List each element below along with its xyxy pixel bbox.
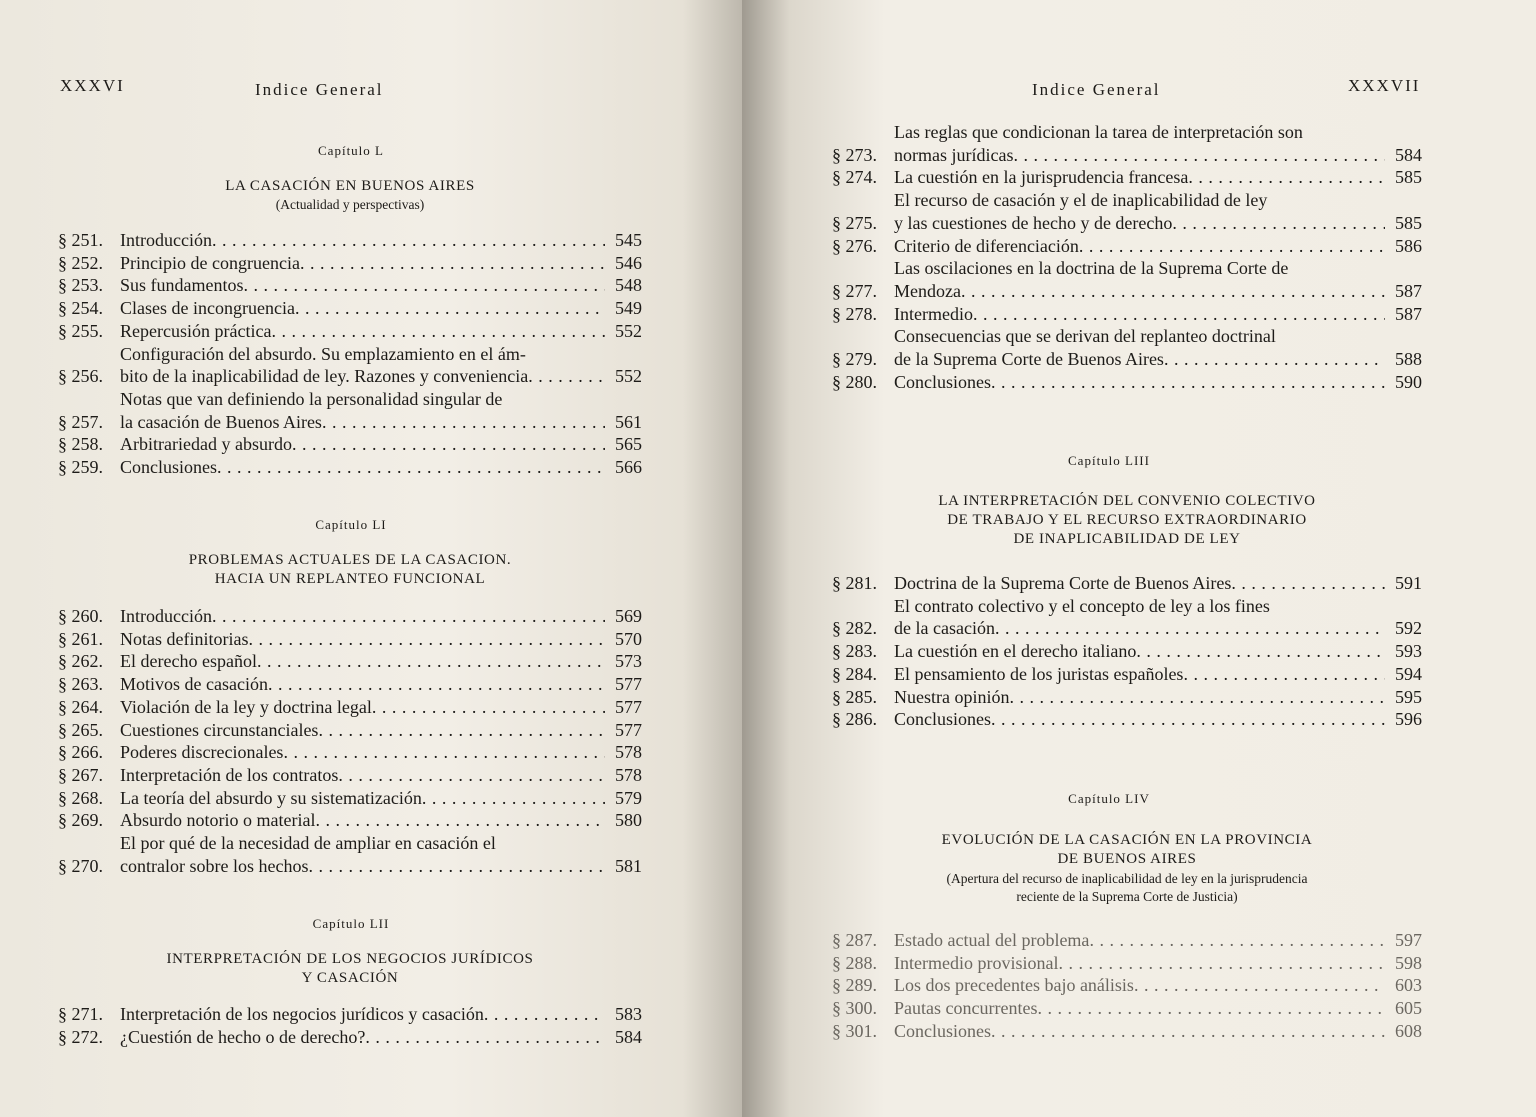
toc-entry bbox=[832, 303, 1422, 326]
page-ref: 545 bbox=[615, 230, 642, 250]
entry-title: Principio de congruencia . . . bbox=[120, 252, 605, 275]
toc-entry bbox=[832, 595, 1422, 640]
page-ref: 594 bbox=[1395, 663, 1422, 684]
toc-entry bbox=[58, 787, 642, 810]
section-number: § 259. bbox=[58, 457, 103, 478]
section-number: § 264. bbox=[58, 696, 103, 717]
entry-title: normas jurídicas . . . bbox=[894, 144, 1385, 167]
page-ref: 586 bbox=[1395, 235, 1422, 256]
section-number: § 300. bbox=[832, 998, 877, 1019]
toc-entry bbox=[832, 121, 1422, 166]
toc-entry bbox=[58, 433, 642, 456]
entry-title: Doctrina de la Suprema Corte de Buenos Aires . . . bbox=[894, 572, 1385, 595]
section-number: § 280. bbox=[832, 371, 877, 392]
toc-list bbox=[832, 929, 1422, 1043]
page-ref: 565 bbox=[615, 434, 642, 455]
entry-title: Clases de incongruencia . . . bbox=[120, 297, 605, 320]
entry-title: Repercusión práctica . . . bbox=[120, 320, 605, 343]
section-number: § 276. bbox=[832, 235, 877, 256]
entry-title: La cuestión en el derecho italiano . . . bbox=[894, 640, 1385, 663]
entry-title: Conclusiones . . . bbox=[120, 456, 605, 479]
page-ref: 597 bbox=[1395, 930, 1422, 950]
toc-entry bbox=[58, 388, 642, 433]
section-number: § 269. bbox=[58, 810, 103, 831]
entry-title: la casación de Buenos Aires . . . bbox=[120, 411, 605, 434]
toc-entry bbox=[832, 686, 1422, 709]
entry-title: El derecho español . . . bbox=[120, 650, 605, 673]
entry-title: Los dos precedentes bajo análisis . . . bbox=[894, 974, 1385, 997]
chapter-label: Capítulo LII bbox=[312, 916, 390, 931]
running-head: Indice General bbox=[255, 80, 384, 99]
toc-entry bbox=[832, 257, 1422, 302]
section-number: § 251. bbox=[58, 230, 103, 250]
entry-title: Motivos de casación . . . bbox=[120, 673, 605, 696]
toc-entry bbox=[58, 456, 642, 479]
page-ref: 593 bbox=[1395, 641, 1422, 662]
entry-title: Intermedio provisional . . . bbox=[894, 952, 1385, 975]
page-ref: 570 bbox=[615, 628, 642, 649]
toc-entry bbox=[832, 325, 1422, 370]
right-page bbox=[742, 0, 1536, 1117]
section-number: § 253. bbox=[58, 275, 103, 296]
chapter-title bbox=[822, 492, 1432, 549]
page-number: XXXVII bbox=[1348, 76, 1421, 95]
toc-entry bbox=[58, 297, 642, 320]
toc-list bbox=[58, 605, 642, 877]
page-ref: 591 bbox=[1395, 573, 1422, 593]
entry-title: contralor sobre los hechos . . . bbox=[120, 855, 605, 878]
entry-title: Introducción . . . bbox=[120, 605, 605, 628]
toc-entry bbox=[58, 673, 642, 696]
entry-title: y las cuestiones de hecho y de derecho . . . bbox=[894, 212, 1385, 235]
toc-entry bbox=[832, 974, 1422, 997]
section-number: § 263. bbox=[58, 674, 103, 695]
entry-title: Intermedio . . . bbox=[894, 303, 1385, 326]
section-number: § 256. bbox=[58, 366, 103, 387]
entry-title: La cuestión en la jurisprudencia francesa . . . bbox=[894, 166, 1385, 189]
toc-entry bbox=[58, 1003, 642, 1026]
toc-entry bbox=[58, 274, 642, 297]
toc-entry bbox=[58, 252, 642, 275]
page-ref: 577 bbox=[615, 719, 642, 740]
page-ref: 608 bbox=[1395, 1020, 1422, 1041]
chapter-title-line: LA INTERPRETACIÓN DEL CONVENIO COLECTIVO bbox=[938, 493, 1316, 509]
chapter-title-line: INTERPRETACIÓN DE LOS NEGOCIOS JURÍDICOS bbox=[166, 951, 534, 967]
page-ref: 573 bbox=[615, 651, 642, 672]
entry-title: Sus fundamentos . . . bbox=[120, 274, 605, 297]
chapter-title-line: HACIA UN REPLANTEO FUNCIONAL bbox=[214, 571, 486, 587]
page-ref: 596 bbox=[1395, 709, 1422, 730]
chapter-label: Capítulo LIV bbox=[1068, 791, 1150, 806]
page-ref: 598 bbox=[1395, 952, 1422, 973]
page-ref: 585 bbox=[1395, 167, 1422, 188]
toc-entry bbox=[832, 1020, 1422, 1043]
page-ref: 552 bbox=[615, 320, 642, 341]
chapter-title-line: DE BUENOS AIRES bbox=[1057, 851, 1197, 867]
section-number: § 275. bbox=[832, 212, 877, 233]
entry-title: Pautas concurrentes . . . bbox=[894, 997, 1385, 1020]
toc-list bbox=[832, 121, 1422, 393]
entry-title: Absurdo notorio o material . . . bbox=[120, 809, 605, 832]
section-number: § 278. bbox=[832, 303, 877, 324]
section-number: § 268. bbox=[58, 787, 103, 808]
left-page bbox=[0, 0, 742, 1117]
running-head: Indice General bbox=[1032, 80, 1161, 99]
chapter-title bbox=[822, 831, 1432, 869]
section-number: § 283. bbox=[832, 641, 877, 662]
toc-entry bbox=[832, 235, 1422, 258]
entry-title: Notas definitorias . . . bbox=[120, 628, 605, 651]
section-number: § 285. bbox=[832, 686, 877, 707]
entry-title-line: Notas que van definiendo la personalidad singular de bbox=[120, 388, 503, 409]
page-ref: 552 bbox=[615, 366, 642, 387]
page-ref: 578 bbox=[615, 764, 642, 785]
section-number: § 279. bbox=[832, 349, 877, 370]
toc-entry bbox=[58, 832, 642, 877]
page-ref: 548 bbox=[615, 275, 642, 296]
entry-title-line: El recurso de casación y el de inaplicabilidad de ley bbox=[894, 190, 1268, 211]
toc-entry bbox=[58, 764, 642, 787]
entry-title: Arbitrariedad y absurdo . . . bbox=[120, 433, 605, 456]
section-number: § 282. bbox=[832, 618, 877, 639]
chapter-subtitle-line: reciente de la Suprema Corte de Justicia) bbox=[1016, 889, 1238, 904]
section-number: § 266. bbox=[58, 742, 103, 763]
entry-title-line: El contrato colectivo y el concepto de ley a los fines bbox=[894, 595, 1270, 616]
section-number: § 254. bbox=[58, 298, 103, 319]
chapter-subtitle: (Actualidad y perspectivas) bbox=[275, 197, 425, 212]
toc-entry bbox=[58, 605, 642, 628]
toc-entry bbox=[832, 189, 1422, 234]
page-ref: 590 bbox=[1395, 371, 1422, 392]
chapter-label: Capítulo L bbox=[318, 143, 384, 158]
page-ref: 605 bbox=[1395, 998, 1422, 1019]
entry-title-line: Las oscilaciones en la doctrina de la Suprema Corte de bbox=[894, 258, 1289, 279]
entry-title: Nuestra opinión . . . bbox=[894, 686, 1385, 709]
chapter-subtitle bbox=[822, 870, 1432, 906]
section-number: § 272. bbox=[58, 1026, 103, 1047]
section-number: § 301. bbox=[832, 1020, 877, 1041]
page-ref: 569 bbox=[615, 606, 642, 626]
page-ref: 595 bbox=[1395, 686, 1422, 707]
toc-entry bbox=[58, 719, 642, 742]
page-ref: 566 bbox=[615, 457, 642, 478]
toc-entry bbox=[58, 650, 642, 673]
section-number: § 284. bbox=[832, 663, 877, 684]
entry-title: Mendoza . . . bbox=[894, 280, 1385, 303]
chapter-label: Capítulo LI bbox=[315, 517, 387, 532]
page-ref: 585 bbox=[1395, 212, 1422, 233]
entry-title: bito de la inaplicabilidad de ley. Razones y conveniencia . . . bbox=[120, 365, 605, 388]
page-ref: 578 bbox=[615, 742, 642, 763]
chapter-subtitle-line: (Apertura del recurso de inaplicabilidad de ley en la jurisprudencia bbox=[946, 871, 1308, 886]
entry-title-line: Las reglas que condicionan la tarea de interpretación son bbox=[894, 122, 1303, 142]
page-ref: 588 bbox=[1395, 349, 1422, 370]
page-ref: 587 bbox=[1395, 280, 1422, 301]
entry-title: Conclusiones . . . bbox=[894, 1020, 1385, 1043]
chapter-title-line: Y CASACIÓN bbox=[301, 970, 399, 986]
section-number: § 281. bbox=[832, 573, 877, 593]
toc-entry bbox=[832, 708, 1422, 731]
section-number: § 258. bbox=[58, 434, 103, 455]
page-ref: 583 bbox=[615, 1004, 642, 1024]
entry-title: de la casación . . . bbox=[894, 617, 1385, 640]
toc-entry bbox=[58, 1026, 642, 1049]
entry-title: Poderes discrecionales . . . bbox=[120, 741, 605, 764]
section-number: § 289. bbox=[832, 975, 877, 996]
page-ref: 579 bbox=[615, 787, 642, 808]
section-number: § 255. bbox=[58, 320, 103, 341]
page-ref: 603 bbox=[1395, 975, 1422, 996]
toc-entry bbox=[832, 572, 1422, 595]
chapter-title-line: DE INAPLICABILIDAD DE LEY bbox=[1013, 531, 1241, 547]
chapter-title: LA CASACIÓN EN BUENOS AIRES bbox=[225, 178, 475, 194]
section-number: § 270. bbox=[58, 855, 103, 876]
section-number: § 267. bbox=[58, 764, 103, 785]
entry-title: Estado actual del problema . . . bbox=[894, 929, 1385, 952]
entry-title: Introducción . . . bbox=[120, 229, 605, 252]
toc-entry bbox=[832, 997, 1422, 1020]
chapter-title-line: PROBLEMAS ACTUALES DE LA CASACION. bbox=[188, 552, 512, 568]
chapter-title bbox=[60, 551, 640, 589]
section-number: § 273. bbox=[832, 144, 877, 165]
page-ref: 587 bbox=[1395, 303, 1422, 324]
page-ref: 584 bbox=[1395, 144, 1422, 165]
toc-entry bbox=[832, 663, 1422, 686]
chapter-title-line: EVOLUCIÓN DE LA CASACIÓN EN LA PROVINCIA bbox=[941, 832, 1313, 848]
toc-entry bbox=[58, 628, 642, 651]
page-ref: 580 bbox=[615, 810, 642, 831]
page-ref: 549 bbox=[615, 298, 642, 319]
toc-entry bbox=[58, 809, 642, 832]
toc-entry bbox=[58, 320, 642, 343]
page-ref: 592 bbox=[1395, 618, 1422, 639]
entry-title-line: El por qué de la necesidad de ampliar en casación el bbox=[120, 833, 496, 854]
entry-title: Conclusiones . . . bbox=[894, 708, 1385, 731]
section-number: § 257. bbox=[58, 411, 103, 432]
entry-title: Cuestiones circunstanciales . . . bbox=[120, 719, 605, 742]
page-ref: 546 bbox=[615, 252, 642, 273]
entry-title: Conclusiones . . . bbox=[894, 371, 1385, 394]
entry-title-line: Consecuencias que se derivan del replanteo doctrinal bbox=[894, 326, 1276, 347]
entry-title: ¿Cuestión de hecho o de derecho? . . . bbox=[120, 1026, 605, 1049]
toc-entry bbox=[58, 741, 642, 764]
section-number: § 274. bbox=[832, 167, 877, 188]
toc-entry bbox=[832, 371, 1422, 394]
toc-entry bbox=[832, 952, 1422, 975]
section-number: § 252. bbox=[58, 252, 103, 273]
section-number: § 265. bbox=[58, 719, 103, 740]
toc-entry bbox=[58, 343, 642, 388]
entry-title: Interpretación de los contratos . . . bbox=[120, 764, 605, 787]
toc-list bbox=[58, 229, 642, 479]
chapter-title bbox=[60, 950, 640, 988]
section-number: § 288. bbox=[832, 952, 877, 973]
section-number: § 271. bbox=[58, 1004, 103, 1024]
entry-title: La teoría del absurdo y su sistematización . . . bbox=[120, 787, 605, 810]
page-ref: 561 bbox=[615, 411, 642, 432]
toc-entry bbox=[58, 229, 642, 252]
toc-entry bbox=[832, 929, 1422, 952]
section-number: § 287. bbox=[832, 930, 877, 950]
page-ref: 581 bbox=[615, 855, 642, 876]
page-ref: 577 bbox=[615, 696, 642, 717]
toc-list bbox=[58, 1003, 642, 1048]
toc-entry bbox=[832, 166, 1422, 189]
chapter-label: Capítulo LIII bbox=[1068, 453, 1150, 468]
entry-title: Criterio de diferenciación . . . bbox=[894, 235, 1385, 258]
entry-title: Interpretación de los negocios jurídicos y casación . . . bbox=[120, 1003, 605, 1026]
entry-title: de la Suprema Corte de Buenos Aires . . . bbox=[894, 348, 1385, 371]
section-number: § 277. bbox=[832, 280, 877, 301]
section-number: § 261. bbox=[58, 628, 103, 649]
toc-entry bbox=[58, 696, 642, 719]
section-number: § 286. bbox=[832, 709, 877, 730]
entry-title: El pensamiento de los juristas españoles . . . bbox=[894, 663, 1385, 686]
entry-title-line: Configuración del absurdo. Su emplazamiento en el ám- bbox=[120, 343, 526, 364]
section-number: § 262. bbox=[58, 651, 103, 672]
page-ref: 584 bbox=[615, 1026, 642, 1047]
toc-entry bbox=[832, 640, 1422, 663]
page-number: XXXVI bbox=[60, 76, 125, 95]
entry-title: Violación de la ley y doctrina legal . . . bbox=[120, 696, 605, 719]
toc-list bbox=[832, 572, 1422, 731]
section-number: § 260. bbox=[58, 606, 103, 626]
chapter-title-line: DE TRABAJO Y EL RECURSO EXTRAORDINARIO bbox=[947, 512, 1307, 528]
page-ref: 577 bbox=[615, 674, 642, 695]
